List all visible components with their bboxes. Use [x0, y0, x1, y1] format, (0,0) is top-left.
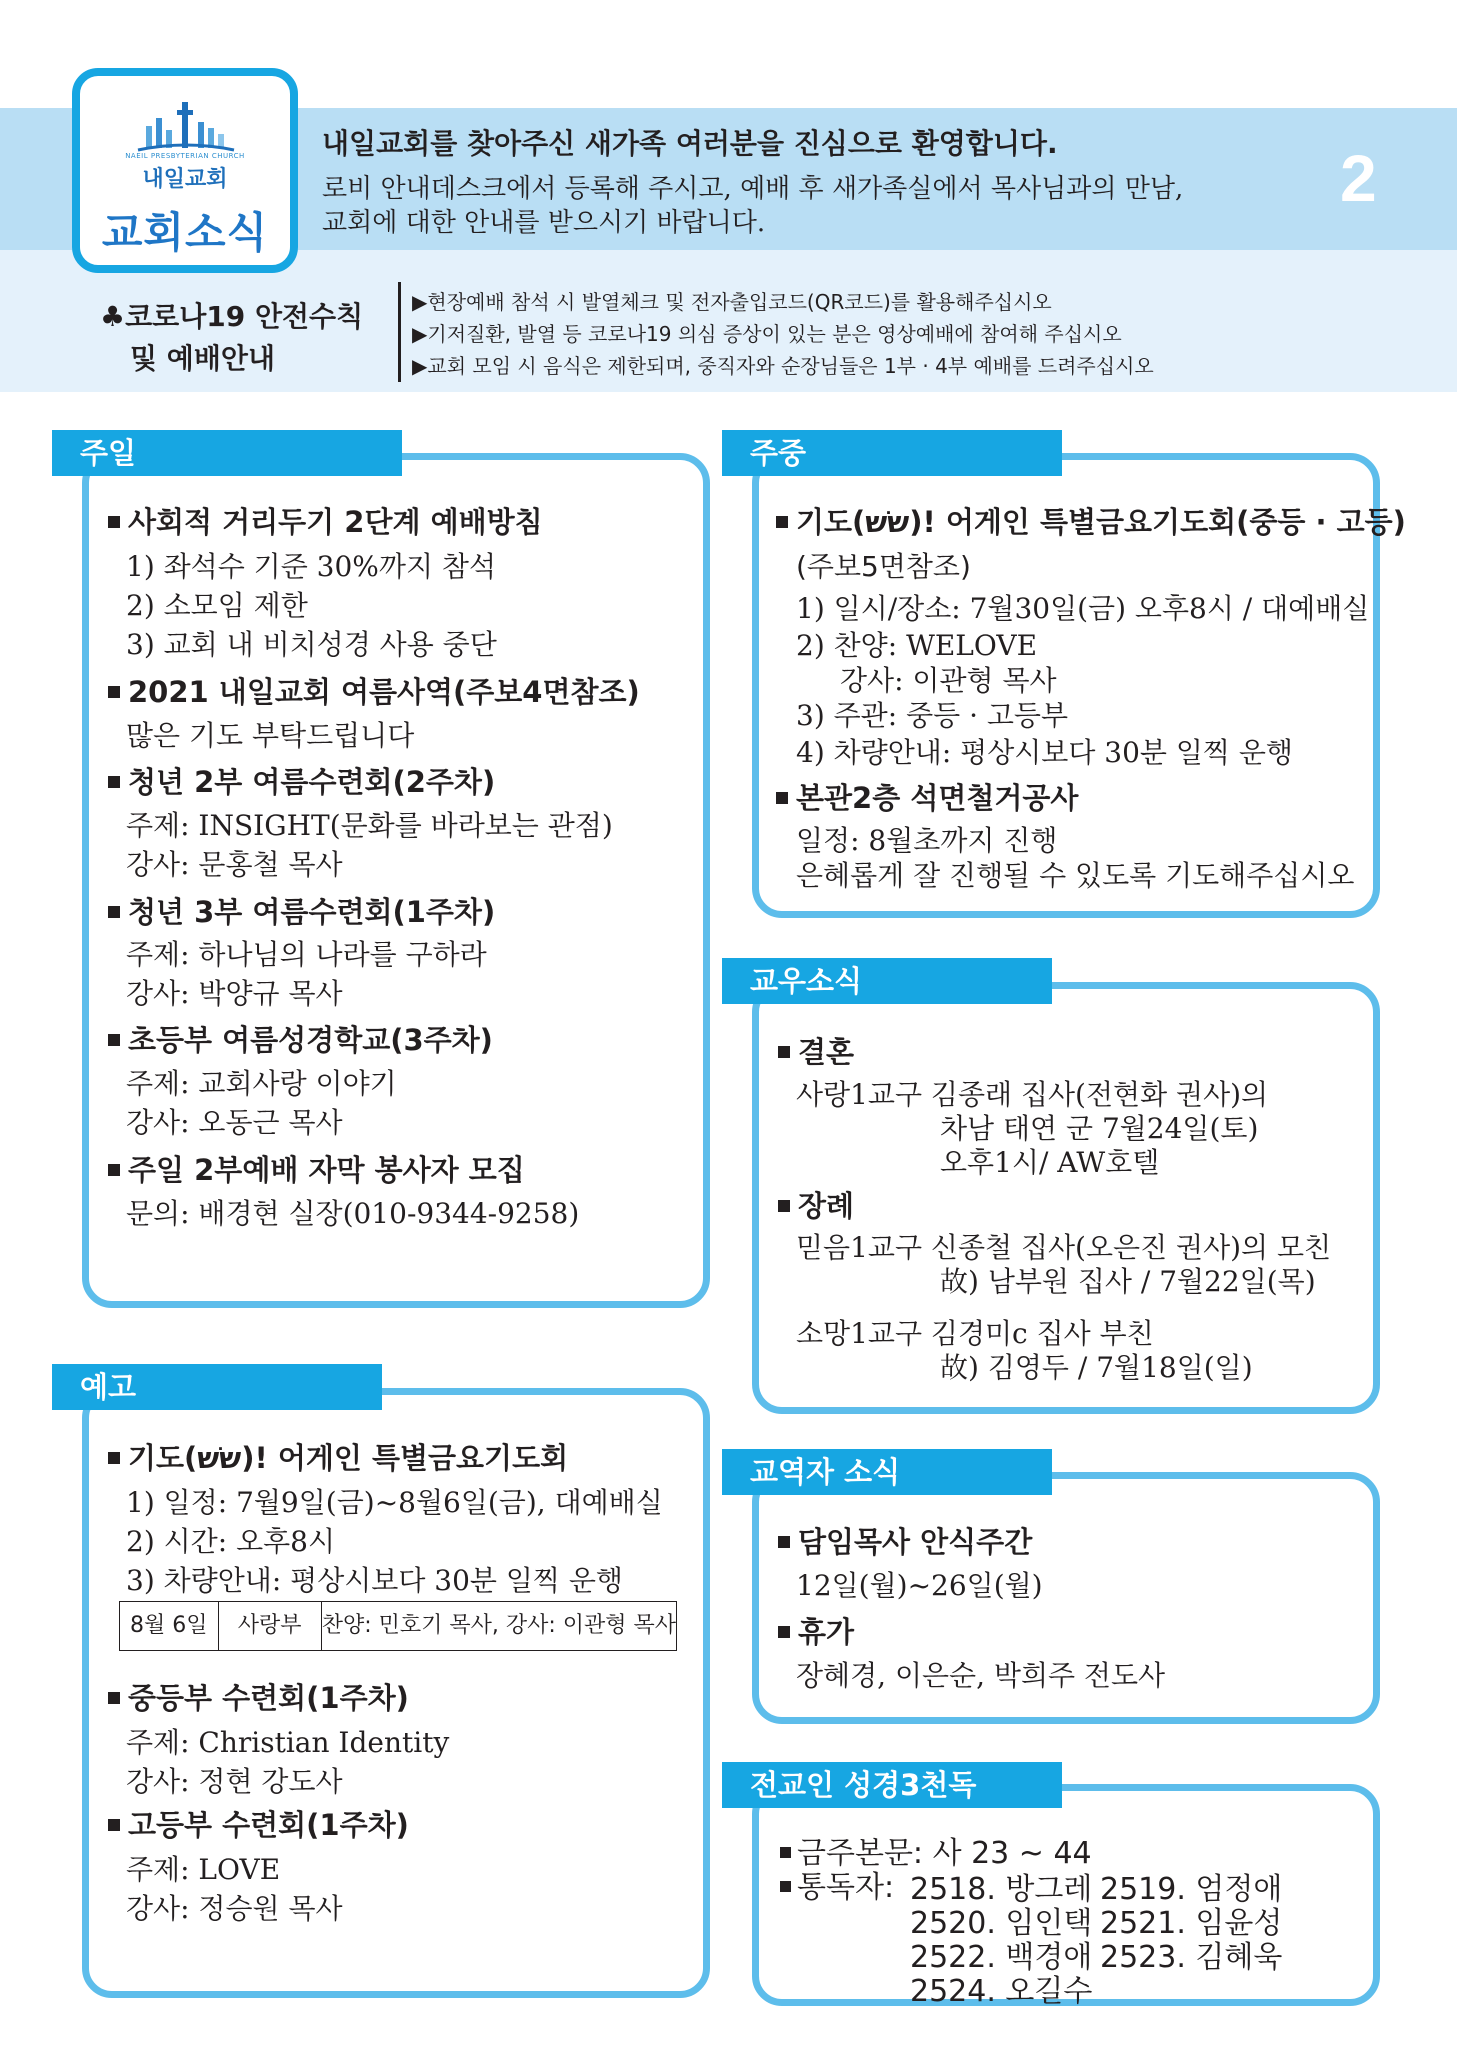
welcome-heading: 내일교회를 찾아주신 새가족 여러분을 진심으로 환영합니다.: [322, 127, 1058, 160]
tab-sunday: 주일: [52, 430, 402, 476]
wedding-title: 결혼: [778, 1030, 854, 1071]
bible-this-week: 금주본문: 사 23 ~ 44: [780, 1828, 1092, 1872]
item-line: 4) 차량안내: 평상시보다 30분 일찍 운행: [796, 736, 1293, 769]
reader-entry: 2520. 임인택: [910, 1906, 1093, 1941]
welcome-line: 교회에 대한 안내를 받으시기 바랍니다.: [322, 208, 766, 238]
reader-entry: 2522. 백경애: [910, 1940, 1093, 1975]
item-line: 강사: 문홍철 목사: [126, 848, 343, 881]
item-line: 3) 차량안내: 평상시보다 30분 일찍 운행: [126, 1564, 623, 1597]
item-line: 1) 일시/장소: 7월30일(금) 오후8시 / 대예배실: [796, 592, 1370, 625]
item-line: 주제: 하나님의 나라를 구하라: [126, 938, 487, 971]
schedule-date: 8월 6일: [120, 1602, 219, 1650]
tab-clergy: 교역자 소식: [722, 1449, 1052, 1495]
schedule-speakers: 찬양: 민호기 목사, 강사: 이관형 목사: [321, 1613, 676, 1638]
item-line: 강사: 정승원 목사: [126, 1892, 343, 1925]
section-title: 교회소식: [101, 208, 269, 257]
item-line: 믿음1교구 신종철 집사(오은진 권사)의 모친: [796, 1231, 1332, 1264]
covid-rule: ▶현장예배 참석 시 발열체크 및 전자출입코드(QR코드)를 활용해주십시오: [412, 290, 1052, 314]
item-line: 사랑1교구 김종래 집사(전현화 권사)의: [796, 1078, 1269, 1111]
item-line: 소망1교구 김경미c 집사 부친: [796, 1317, 1154, 1350]
church-logo-icon: [136, 96, 236, 156]
item-title: 사회적 거리두기 2단계 예배방침: [108, 500, 543, 541]
schedule-dept: 사랑부: [219, 1602, 322, 1650]
tab-bible: 전교인 성경3천독: [722, 1762, 1062, 1808]
reader-entry: 2521. 임윤성: [1100, 1906, 1283, 1941]
item-line: 주제: INSIGHT(문화를 바라보는 관점): [126, 809, 613, 842]
item-line: 은혜롭게 잘 진행될 수 있도록 기도해주십시오: [796, 859, 1355, 892]
logo-name: 내일교회: [142, 167, 228, 192]
tab-midweek: 주중: [722, 430, 1062, 476]
item-title: 청년 2부 여름수련회(2주차): [108, 760, 495, 801]
item-line: 주제: LOVE: [126, 1853, 281, 1886]
item-line: 12일(월)~26일(월): [796, 1569, 1043, 1602]
item-title: 고등부 수련회(1주차): [108, 1803, 409, 1844]
church-logo-box: [72, 68, 298, 273]
item-line: 3) 주관: 중등 · 고등부: [796, 699, 1069, 732]
funeral-title: 장례: [778, 1184, 854, 1225]
schedule-table: [119, 1601, 677, 1651]
item-line: 2) 찬양: WELOVE: [796, 629, 1038, 662]
item-title: 휴가: [778, 1610, 854, 1651]
item-line: 주제: Christian Identity: [126, 1726, 450, 1759]
page-number: 2: [1340, 141, 1377, 215]
item-title: 2021 내일교회 여름사역(주보4면참조): [108, 670, 640, 711]
covid-title-line: 및 예배안내: [130, 342, 275, 375]
item-title: 기도(ששׁ)! 어게인 특별금요기도회(중등 · 고등): [776, 500, 1406, 541]
item-line: 故) 김영두 / 7월18일(일): [940, 1351, 1253, 1384]
item-line: 2) 시간: 오후8시: [126, 1525, 336, 1558]
reader-entry: 2523. 김혜욱: [1100, 1940, 1283, 1975]
item-line: 주제: 교회사랑 이야기: [126, 1067, 397, 1100]
item-line: 일정: 8월초까지 진행: [796, 824, 1058, 857]
item-line: 오후1시/ AW호텔: [940, 1146, 1160, 1179]
reader-entry: 2524. 오길수: [910, 1974, 1093, 2009]
welcome-line: 로비 안내데스크에서 등록해 주시고, 예배 후 새가족실에서 목사님과의 만남,: [322, 174, 1184, 204]
item-title: 청년 3부 여름수련회(1주차): [108, 890, 495, 931]
item-line: 2) 소모임 제한: [126, 589, 308, 622]
item-line: 강사: 박양규 목사: [126, 977, 343, 1010]
reader-entry: 2518. 방그레: [910, 1872, 1093, 1907]
item-title: 초등부 여름성경학교(3주차): [108, 1018, 493, 1059]
covid-title-line: ♣코로나19 안전수칙: [100, 300, 364, 333]
item-line: (주보5면참조): [796, 550, 971, 583]
item-line: 많은 기도 부탁드립니다: [126, 719, 415, 752]
tab-notice: 예고: [52, 1364, 382, 1410]
item-line: 3) 교회 내 비치성경 사용 중단: [126, 628, 497, 661]
item-line: 故) 남부원 집사 / 7월22일(목): [940, 1265, 1316, 1298]
covid-title: [100, 296, 363, 380]
item-title: 담임목사 안식주간: [778, 1520, 1032, 1561]
item-title: 본관2층 석면철거공사: [776, 776, 1078, 817]
item-title: 중등부 수련회(1주차): [108, 1676, 409, 1717]
item-line: 강사: 오동근 목사: [126, 1106, 343, 1139]
reader-entry: 2519. 엄정애: [1100, 1872, 1283, 1907]
logo-subtitle: NAEIL PRESBYTERIAN CHURCH: [125, 152, 245, 160]
item-line: 강사: 이관형 목사: [840, 664, 1057, 697]
item-line: 문의: 배경현 실장(010-9344-9258): [126, 1197, 580, 1230]
item-line: 장혜경, 이은순, 박희주 전도사: [796, 1659, 1166, 1692]
item-title: 기도(ששׁ)! 어게인 특별금요기도회: [108, 1436, 568, 1477]
bible-readers-label: 통독자:: [780, 1862, 894, 1906]
item-line: 1) 일정: 7월9일(금)~8월6일(금), 대예배실: [126, 1486, 663, 1519]
divider: [398, 282, 401, 382]
item-line: 1) 좌석수 기준 30%까지 참석: [126, 550, 497, 583]
item-line: 차남 태연 군 7월24일(토): [940, 1112, 1259, 1145]
item-line: 강사: 정현 강도사: [126, 1765, 343, 1798]
covid-rule: ▶교회 모임 시 음식은 제한되며, 중직자와 순장님들은 1부 · 4부 예배를 드려주십시오: [412, 354, 1154, 378]
item-title: 주일 2부예배 자막 봉사자 모집: [108, 1148, 525, 1189]
covid-rule: ▶기저질환, 발열 등 코로나19 의심 증상이 있는 분은 영상예배에 참여해 주십시오: [412, 322, 1122, 346]
tab-members: 교우소식: [722, 958, 1052, 1004]
